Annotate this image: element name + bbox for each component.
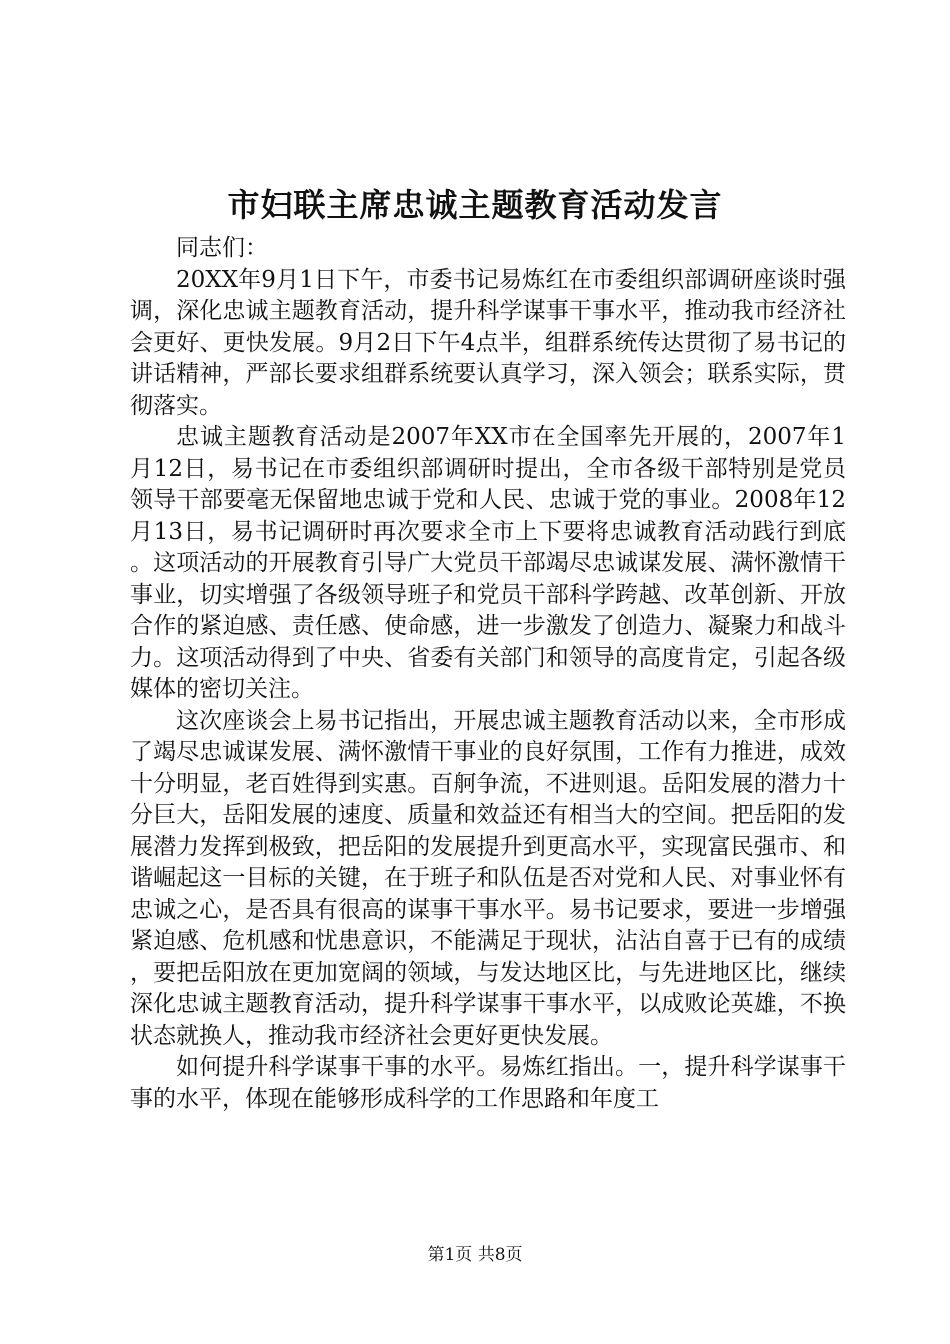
document-title: 市妇联主席忠诚主题教育活动发言 [227,186,723,224]
paragraph-2: 忠诚主题教育活动是2007年XX市在全国率先开展的，2007年1月12日，易书记在市委组织部调研时提出，全市各级干部特别是党员领导干部要毫无保留地忠诚于党和人民、忠诚于党的事业。2008年12月13日，易书记调研时再次要求全市上下要将忠诚教育活动践行到底。这项活动的开展教育引导广大党员干部竭尽忠诚谋发展、满怀激情干事业，切实增强了各级领导班子和党员干部科学跨越、改革创新、开放合作的紧迫感、责任感、使命感，进一步激发了创造力、凝聚力和战斗力。这项活动得到了中央、省委有关部门和领导的高度肯定，引起各级媒体的密切关注。 [130,424,846,702]
paragraph-4: 如何提升科学谋事干事的水平。易炼红指出。一，提升科学谋事干事的水平，体现在能够形成科学的工作思路和年度工 [130,1054,846,1112]
page-number-footer: 第1页 共8页 [427,1245,523,1265]
greeting-line: 同志们： [176,235,268,261]
paragraph-1: 20XX年9月1日下午，市委书记易炼红在市委组织部调研座谈时强调，深化忠诚主题教育活动，提升科学谋事干事水平，推动我市经济社会更好、更快发展。9月2日下午4点半，组群系统传达贯彻了易书记的讲话精神，严部长要求组群系统要认真学习，深入领会；联系实际，贯彻落实。 [130,266,846,419]
document-body [130,233,846,1115]
paragraph-3: 这次座谈会上易书记指出，开展忠诚主题教育活动以来，全市形成了竭尽忠诚谋发展、满怀激情干事业的良好氛围，工作有力推进，成效十分明显，老百姓得到实惠。百舸争流，不进则退。岳阳发展的潜力十分巨大，岳阳发展的速度、质量和效益还有相当大的空间。把岳阳的发展潜力发挥到极致，把岳阳的发展提升到更高水平，实现富民强市、和谐崛起这一目标的关键，在于班子和队伍是否对党和人民、对事业怀有忠诚之心，是否具有很高的谋事干事水平。易书记要求，要进一步增强紧迫感、危机感和忧患意识，不能满足于现状，沾沾自喜于已有的成绩，要把岳阳放在更加宽阔的领域，与发达地区比，与先进地区比，继续深化忠诚主题教育活动，提升科学谋事干事水平，以成败论英雄，不换状态就换人，推动我市经济社会更好更快发展。 [130,707,846,1049]
